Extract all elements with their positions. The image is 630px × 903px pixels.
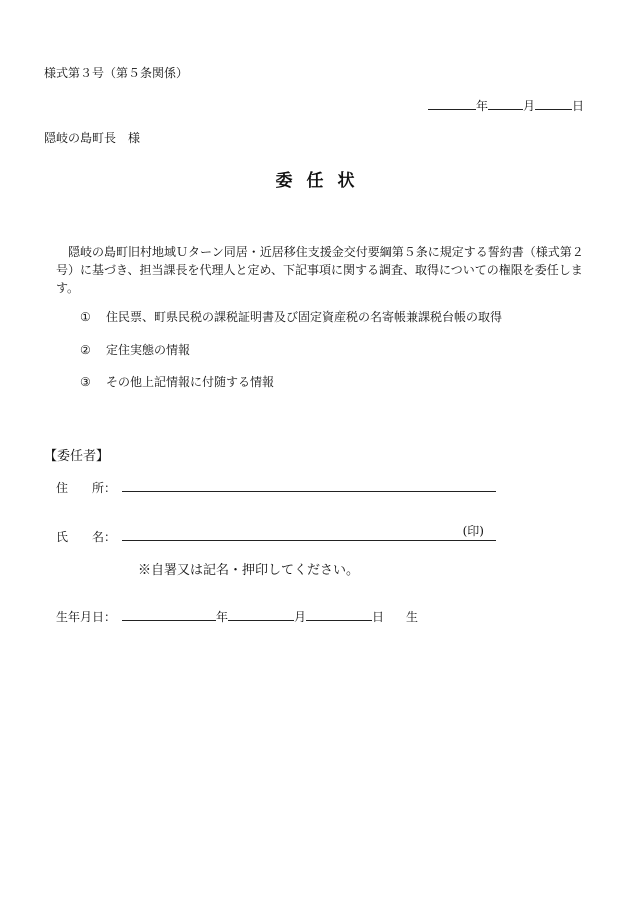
birth-month-label: 月 <box>294 610 307 624</box>
item-text: 定住実態の情報 <box>106 343 191 357</box>
date-day-blank[interactable] <box>535 97 572 110</box>
date-day-label: 日 <box>572 99 585 113</box>
seal-mark: (印) <box>462 524 484 538</box>
name-field[interactable] <box>122 524 496 541</box>
item-number: ① <box>80 310 91 324</box>
address-label: 住 所： <box>56 481 117 495</box>
birth-label: 生年月日： <box>56 610 117 624</box>
name-label: 氏 名： <box>56 530 117 544</box>
item-number: ② <box>80 343 91 357</box>
item-3 <box>80 373 274 390</box>
item-1 <box>80 308 502 325</box>
address-field[interactable] <box>122 479 496 492</box>
date-year-label: 年 <box>476 99 489 113</box>
document-title: 委任状 <box>275 171 369 191</box>
date-month-label: 月 <box>523 99 536 113</box>
form-number: 様式第３号（第５条関係） <box>44 66 189 80</box>
delegator-heading: 【委任者】 <box>44 449 110 464</box>
item-number: ③ <box>80 375 91 389</box>
address-row <box>56 479 496 496</box>
item-2 <box>80 341 190 358</box>
date-line <box>428 97 584 114</box>
recipient: 隠岐の島町長 様 <box>44 131 141 145</box>
body-text: 隠岐の島町旧村地域Ｕターン同居・近居移住支援金交付要綱第５条に規定する誓約書（様式第２号）に基づき、担当課長を代理人と定め、下記事項に関する調査、取得についての権限を委任します。 <box>56 245 584 295</box>
birth-suffix: 生 <box>406 610 419 624</box>
birth-year-field[interactable] <box>122 608 216 621</box>
name-row <box>56 524 496 545</box>
birth-month-field[interactable] <box>228 608 294 621</box>
date-month-blank[interactable] <box>488 97 523 110</box>
item-text: 住民票、町県民税の課税証明書及び固定資産税の名寄帳兼課税台帳の取得 <box>106 310 503 324</box>
birth-day-label: 日 <box>372 610 385 624</box>
birthdate-row <box>56 608 418 625</box>
signature-note: ※自署又は記名・押印してください。 <box>138 563 360 578</box>
date-year-blank[interactable] <box>428 97 476 110</box>
birth-year-label: 年 <box>216 610 229 624</box>
birth-day-field[interactable] <box>306 608 372 621</box>
item-text: その他上記情報に付随する情報 <box>106 375 275 389</box>
